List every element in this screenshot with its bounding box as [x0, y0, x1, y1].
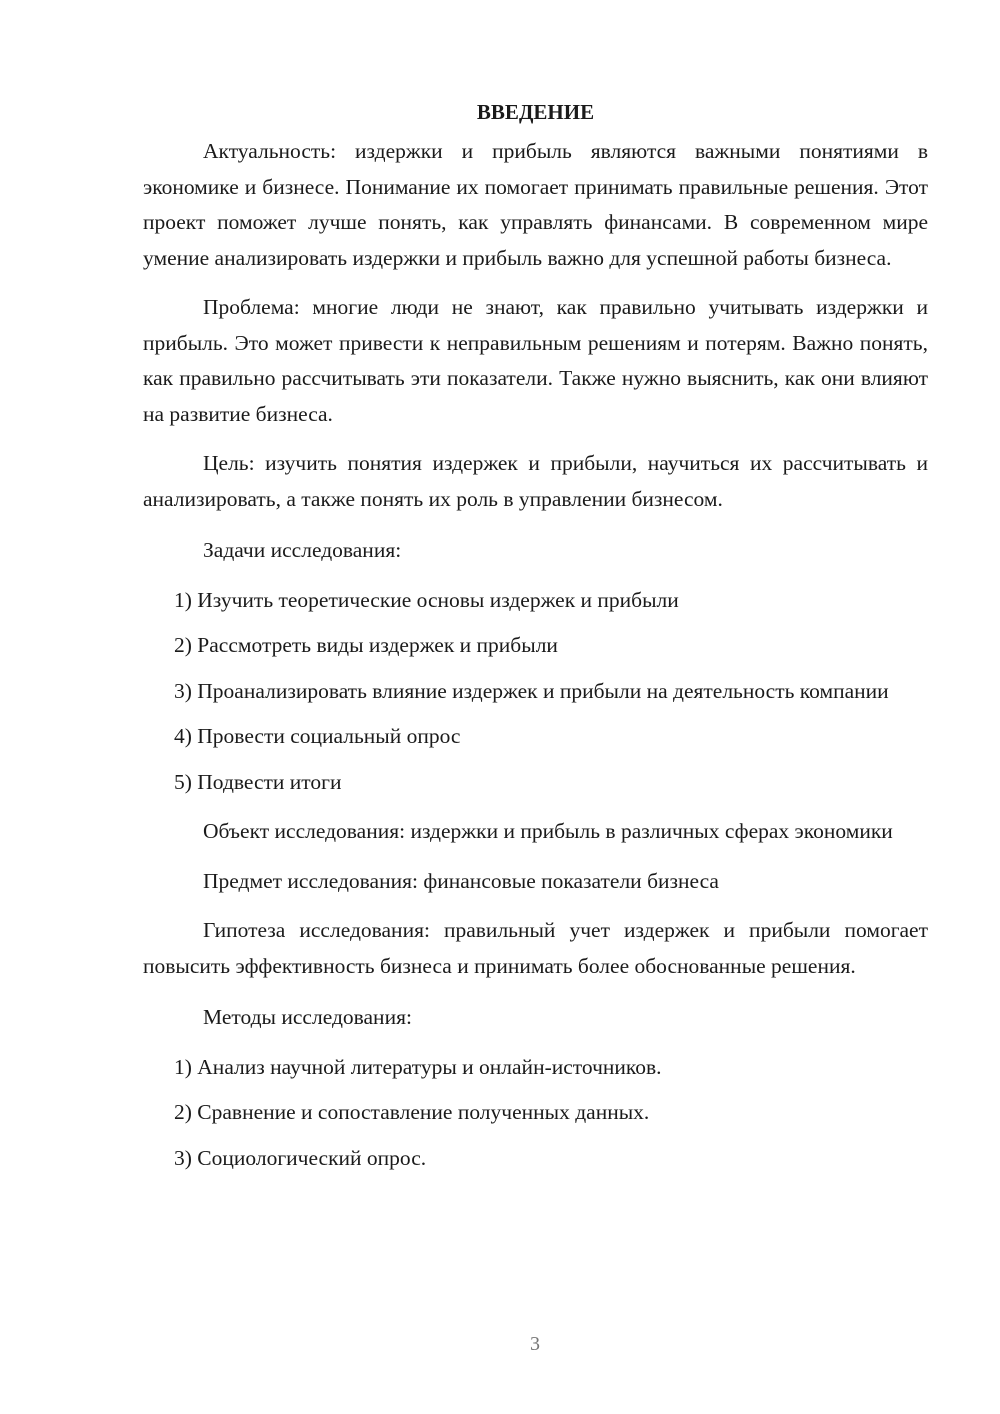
paragraph-subject: Предмет исследования: финансовые показатели бизнеса	[203, 868, 719, 893]
method-item: 1) Анализ научной литературы и онлайн-источников.	[174, 1054, 662, 1079]
task-item: 4) Провести социальный опрос	[174, 724, 461, 748]
page-content	[143, 96, 928, 1176]
paragraph-relevance: Актуальность: издержки и прибыль являются важными понятиями в экономике и бизнесе. Понимание их помогает принимать правильные решения. Этот проект поможет лучше понять, как управлять финансами. В современном мире умение анализировать издержки и прибыль важно для успешной работы бизнеса.	[143, 139, 928, 270]
methods-heading: Методы исследования:	[203, 1005, 412, 1029]
method-item: 3) Социологический опрос.	[174, 1145, 427, 1170]
page-number: 3	[530, 1333, 540, 1355]
paragraph-hypothesis: Гипотеза исследования: правильный учет издержек и прибыли помогает повысить эффективность бизнеса и принимать более обоснованные решения.	[143, 918, 928, 978]
section-title: ВВЕДЕНИЕ	[476, 100, 595, 124]
task-item: 2) Рассмотреть виды издержек и прибыли	[174, 633, 558, 657]
paragraph-object: Объект исследования: издержки и прибыль в различных сферах экономики	[203, 819, 893, 843]
paragraph-goal: Цель: изучить понятия издержек и прибыли, научиться их рассчитывать и анализировать, а также понять их роль в управлении бизнесом.	[143, 451, 928, 511]
task-item: 3) Проанализировать влияние издержек и прибыли на деятельность компании	[174, 678, 889, 703]
task-item: 5) Подвести итоги	[174, 769, 342, 794]
tasks-heading: Задачи исследования:	[203, 538, 402, 562]
paragraph-problem: Проблема: многие люди не знают, как правильно учитывать издержки и прибыль. Это может привести к неправильным решениям и потерям. Важно понять, как правильно рассчитывать эти показатели. Также нужно выяснить, как они влияют на развитие бизнеса.	[143, 295, 928, 426]
method-item: 2) Сравнение и сопоставление полученных данных.	[174, 1100, 650, 1124]
task-item: 1) Изучить теоретические основы издержек и прибыли	[174, 587, 679, 612]
